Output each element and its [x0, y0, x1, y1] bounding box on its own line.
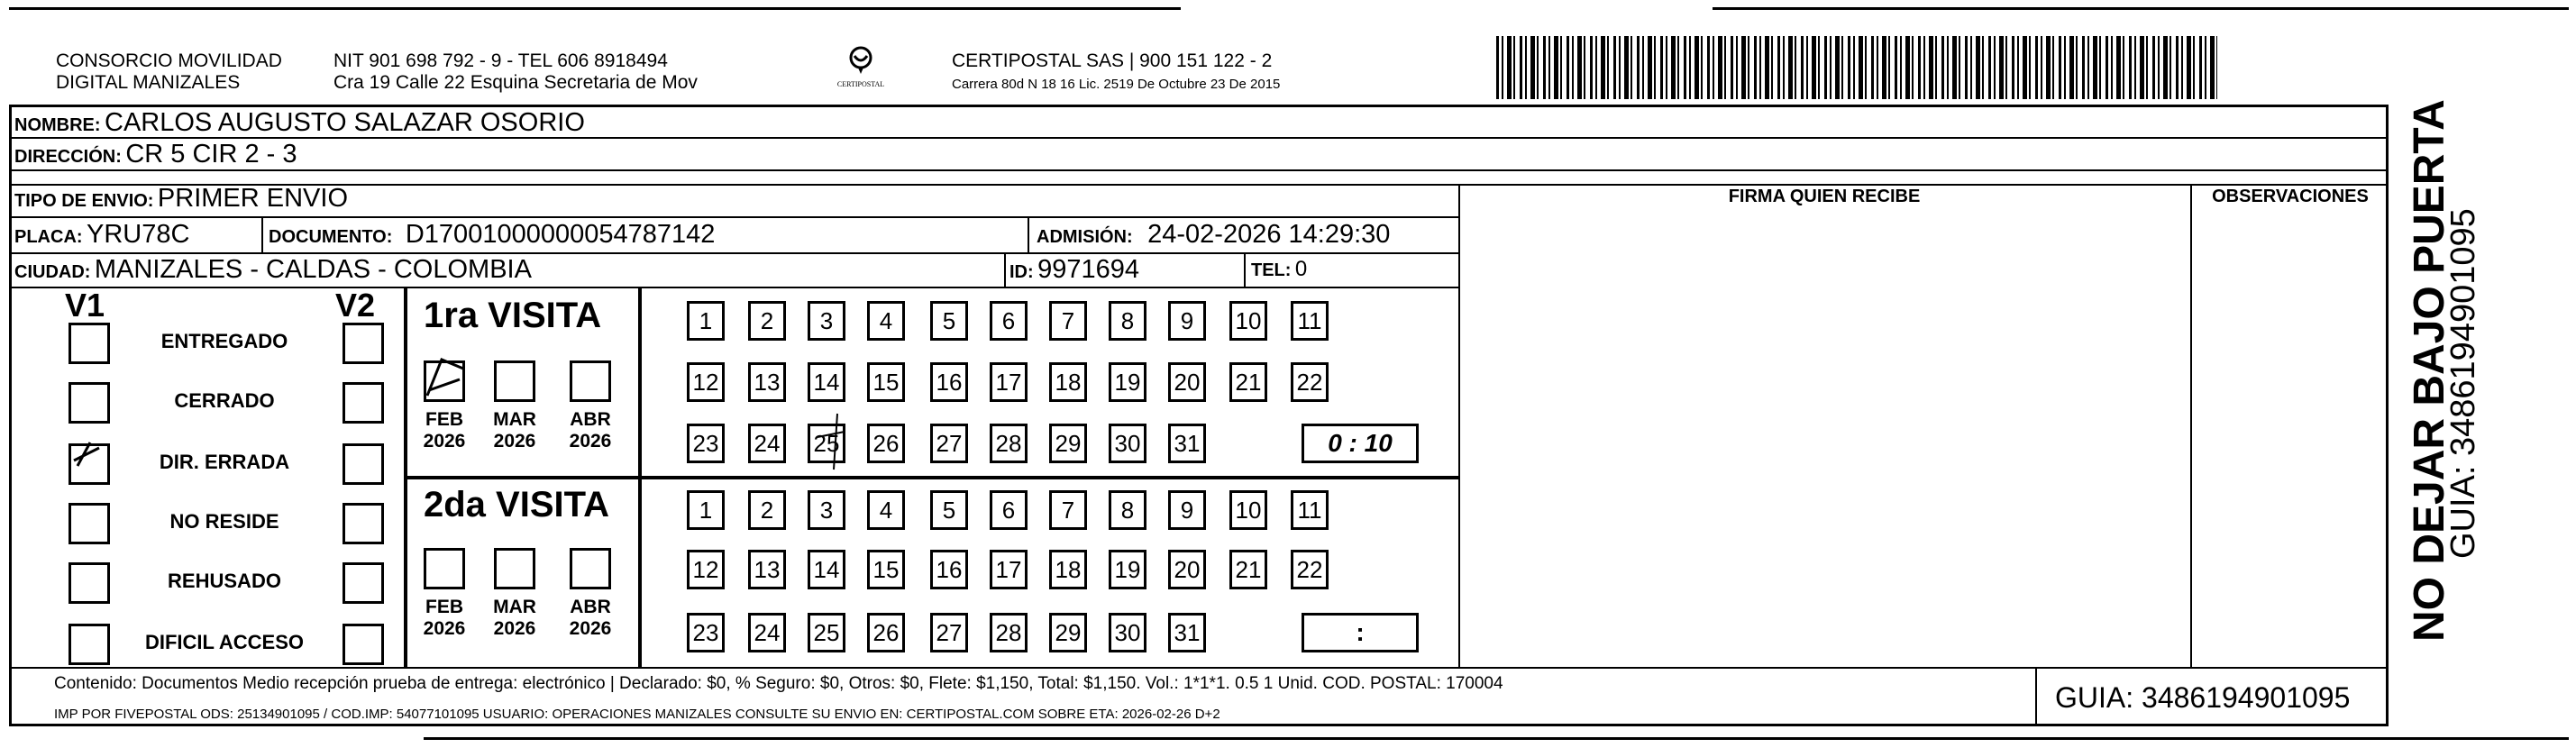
direccion-label: DIRECCIÓN: [14, 147, 122, 167]
day-box[interactable]: 2 [748, 301, 786, 341]
day-box[interactable]: 22 [1291, 550, 1329, 589]
day-box[interactable]: 31 [1168, 424, 1206, 463]
v1-checkbox[interactable] [69, 624, 110, 665]
nombre-label: NOMBRE: [14, 115, 101, 135]
day-box[interactable]: 28 [990, 613, 1028, 652]
day-box[interactable]: 29 [1049, 424, 1087, 463]
certipostal-logo [834, 45, 888, 95]
firma-header: FIRMA QUIEN RECIBE [1728, 187, 1921, 206]
month-checkbox[interactable] [570, 548, 611, 589]
placa-label: PLACA: [14, 227, 83, 247]
day-box[interactable]: 12 [687, 550, 725, 589]
tipo-label: TIPO DE ENVIO: [14, 191, 154, 211]
org-name-1: CONSORCIO MOVILIDAD [56, 50, 282, 71]
admision-value: 24-02-2026 14:29:30 [1147, 220, 1391, 249]
v1-title: V1 [65, 287, 105, 324]
day-box[interactable]: 20 [1168, 362, 1206, 402]
documento-field [269, 220, 715, 253]
day-box[interactable]: 10 [1229, 490, 1267, 530]
day-box[interactable]: 29 [1049, 613, 1087, 652]
row-line-3 [9, 184, 2389, 186]
side-guia: GUIA: 3486194901095 [2444, 208, 2482, 559]
day-box[interactable]: 30 [1109, 424, 1146, 463]
day-box[interactable]: 4 [867, 301, 905, 341]
admision-field [1037, 220, 1390, 253]
day-box[interactable]: 5 [930, 301, 968, 341]
status-label: REHUSADO [168, 570, 281, 592]
time-box[interactable]: : [1302, 613, 1419, 652]
v2-title: V2 [335, 287, 376, 324]
day-box[interactable]: 25 [808, 613, 845, 652]
day-box[interactable]: 8 [1109, 490, 1146, 530]
tel-value: 0 [1294, 257, 1308, 281]
day-box[interactable]: 6 [990, 301, 1028, 341]
day-box[interactable]: 21 [1229, 362, 1267, 402]
direccion-value: CR 5 CIR 2 - 3 [125, 140, 297, 169]
placa-value: YRU78C [87, 220, 190, 249]
tipo-field [14, 184, 348, 217]
day-box[interactable]: 20 [1168, 550, 1206, 589]
bottom-rule [424, 737, 2569, 740]
id-value: 9971694 [1037, 255, 1140, 284]
v1-checkbox[interactable] [69, 382, 110, 424]
month-label: ABR [570, 597, 611, 617]
day-box[interactable]: 3 [808, 301, 845, 341]
day-box[interactable]: 5 [930, 490, 968, 530]
tel-label: TEL: [1251, 260, 1292, 280]
v2-checkbox[interactable] [343, 624, 384, 665]
year-label: 2026 [423, 618, 466, 639]
v1-checkbox[interactable] [69, 443, 110, 485]
day-box[interactable]: 22 [1291, 362, 1329, 402]
day-box[interactable]: 17 [990, 362, 1028, 402]
v1-checkbox[interactable] [69, 503, 110, 544]
logo-icon [845, 45, 876, 76]
v2-checkbox[interactable] [343, 323, 384, 364]
id-field [1009, 255, 1139, 288]
status-label: ENTREGADO [160, 330, 288, 352]
visit1-title: 1ra VISITA [424, 296, 602, 335]
day-box[interactable]: 31 [1168, 613, 1206, 652]
day-box[interactable]: 9 [1168, 301, 1206, 341]
day-box[interactable]: 16 [930, 550, 968, 589]
footer-line2: IMP POR FIVEPOSTAL ODS: 25134901095 / COD.IMP: 54077101095 USUARIO: OPERACIONES MANIZALES CONSULTE SU ENVIO EN: CERTIPOSTAL.COM SOBRE ETA: 2026-02-26 D+2 [54, 707, 1220, 722]
year-label: 2026 [493, 431, 536, 452]
check-mark-icon [69, 437, 110, 479]
month-checkbox[interactable] [570, 360, 611, 402]
day-box[interactable]: 18 [1049, 362, 1087, 402]
day-box[interactable]: 13 [748, 550, 786, 589]
tel-field [1251, 255, 1307, 287]
day-box[interactable]: 15 [867, 362, 905, 402]
vline-doc [261, 216, 263, 252]
observaciones-header: OBSERVACIONES [2212, 187, 2369, 206]
day-box[interactable]: 28 [990, 424, 1028, 463]
row-line-2 [9, 169, 2389, 171]
day-box[interactable]: 4 [867, 490, 905, 530]
logo-text: CERTIPOSTAL [836, 80, 885, 88]
day-box[interactable]: 26 [867, 613, 905, 652]
status-label: DIR. ERRADA [159, 451, 290, 473]
documento-label: DOCUMENTO: [269, 227, 393, 247]
month-label: MAR [493, 409, 536, 430]
day-box[interactable]: 12 [687, 362, 725, 402]
day-box[interactable]: 1 [687, 301, 725, 341]
day-box[interactable]: 6 [990, 490, 1028, 530]
day-box[interactable]: 23 [687, 613, 725, 652]
status-label: CERRADO [174, 389, 275, 412]
check-mark-icon [424, 352, 469, 403]
day-box[interactable]: 9 [1168, 490, 1206, 530]
vline-firma [1458, 184, 1460, 667]
day-box[interactable]: 19 [1109, 550, 1146, 589]
day-box[interactable]: 13 [748, 362, 786, 402]
visit2-title: 2da VISITA [424, 485, 609, 525]
day-box[interactable]: 27 [930, 613, 968, 652]
day-box[interactable]: 11 [1291, 301, 1329, 341]
month-label: ABR [570, 409, 611, 430]
tipo-value: PRIMER ENVIO [157, 184, 349, 213]
day-box[interactable]: 3 [808, 490, 845, 530]
vline-guia-foot [2035, 667, 2037, 726]
org-name-2: DIGITAL MANIZALES [56, 72, 241, 93]
vline-id [1004, 252, 1006, 287]
org-nit: NIT 901 698 792 - 9 - TEL 606 8918494 [333, 50, 668, 71]
documento-value: D17001000000054787142 [405, 220, 716, 249]
day-box[interactable]: 7 [1049, 301, 1087, 341]
year-label: 2026 [493, 618, 536, 639]
vline-months [638, 287, 642, 667]
side-notice: NO DEJAR BAJO PUERTA [2406, 99, 2453, 642]
day-box[interactable]: 14 [808, 362, 845, 402]
day-box[interactable]: 26 [867, 424, 905, 463]
month-label: FEB [425, 409, 463, 430]
day-box[interactable]: 7 [1049, 490, 1087, 530]
admision-label: ADMISIÓN: [1037, 227, 1133, 247]
status-label: DIFICIL ACCESO [144, 631, 304, 653]
month-label: FEB [425, 597, 463, 617]
barcode [1496, 36, 2217, 99]
v2-checkbox[interactable] [343, 443, 384, 485]
org-address: Cra 19 Calle 22 Esquina Secretaria de Mov [333, 72, 698, 93]
year-label: 2026 [569, 618, 612, 639]
day-box[interactable]: 16 [930, 362, 968, 402]
year-label: 2026 [569, 431, 612, 452]
visit-divider [406, 476, 1460, 479]
day-box[interactable]: 2 [748, 490, 786, 530]
month-checkbox[interactable] [494, 548, 535, 589]
top-rule-right [1713, 7, 2569, 10]
day-box[interactable]: 8 [1109, 301, 1146, 341]
row-line-7 [9, 667, 2389, 669]
courier-address: Carrera 80d N 18 16 Lic. 2519 De Octubre 23 De 2015 [952, 77, 1281, 92]
day-box[interactable]: 1 [687, 490, 725, 530]
month-checkbox[interactable] [494, 360, 535, 402]
courier-name: CERTIPOSTAL SAS | 900 151 122 - 2 [952, 50, 1273, 71]
day-box[interactable]: 14 [808, 550, 845, 589]
day-box[interactable]: 23 [687, 424, 725, 463]
ciudad-value: MANIZALES - CALDAS - COLOMBIA [94, 255, 532, 284]
v1-checkbox[interactable] [69, 323, 110, 364]
day-box[interactable]: 27 [930, 424, 968, 463]
day-box[interactable]: 18 [1049, 550, 1087, 589]
status-label: NO RESIDE [169, 510, 279, 533]
day-box[interactable]: 10 [1229, 301, 1267, 341]
v2-checkbox[interactable] [343, 562, 384, 604]
day-box[interactable]: 24 [748, 613, 786, 652]
ciudad-field [14, 255, 532, 288]
id-label: ID: [1009, 262, 1034, 282]
nombre-value: CARLOS AUGUSTO SALAZAR OSORIO [105, 108, 585, 137]
vline-obs [2190, 184, 2192, 667]
day-box[interactable]: 15 [867, 550, 905, 589]
day-box[interactable]: 17 [990, 550, 1028, 589]
placa-field [14, 220, 189, 253]
top-rule [9, 7, 1181, 10]
month-label: MAR [493, 597, 536, 617]
day-box[interactable]: 24 [748, 424, 786, 463]
ciudad-label: CIUDAD: [14, 262, 91, 282]
day-box[interactable]: 11 [1291, 490, 1329, 530]
vline-admision [1028, 216, 1029, 252]
v2-checkbox[interactable] [343, 382, 384, 424]
day-box[interactable]: 30 [1109, 613, 1146, 652]
month-checkbox[interactable] [424, 360, 465, 402]
day-box[interactable]: 21 [1229, 550, 1267, 589]
month-checkbox[interactable] [424, 548, 465, 589]
nombre-field [14, 108, 585, 141]
vline-tel [1244, 252, 1246, 287]
time-box[interactable]: 0 : 10 [1302, 424, 1419, 463]
day-box[interactable]: 25 [808, 424, 845, 463]
year-label: 2026 [423, 431, 466, 452]
direccion-field [14, 140, 297, 173]
day-box[interactable]: 19 [1109, 362, 1146, 402]
v1-checkbox[interactable] [69, 562, 110, 604]
footer-guia: GUIA: 3486194901095 [2055, 681, 2351, 714]
v2-checkbox[interactable] [343, 503, 384, 544]
vline-status [404, 287, 407, 667]
footer-line1: Contenido: Documentos Medio recepción prueba de entrega: electrónico | Declarado: $0, % Seguro: $0, Otros: $0, Flete: $1,150, Total: $1,150. Vol.: 1*1*1. 0.5 1 Unid. COD. POSTAL: 170004 [54, 674, 1503, 693]
